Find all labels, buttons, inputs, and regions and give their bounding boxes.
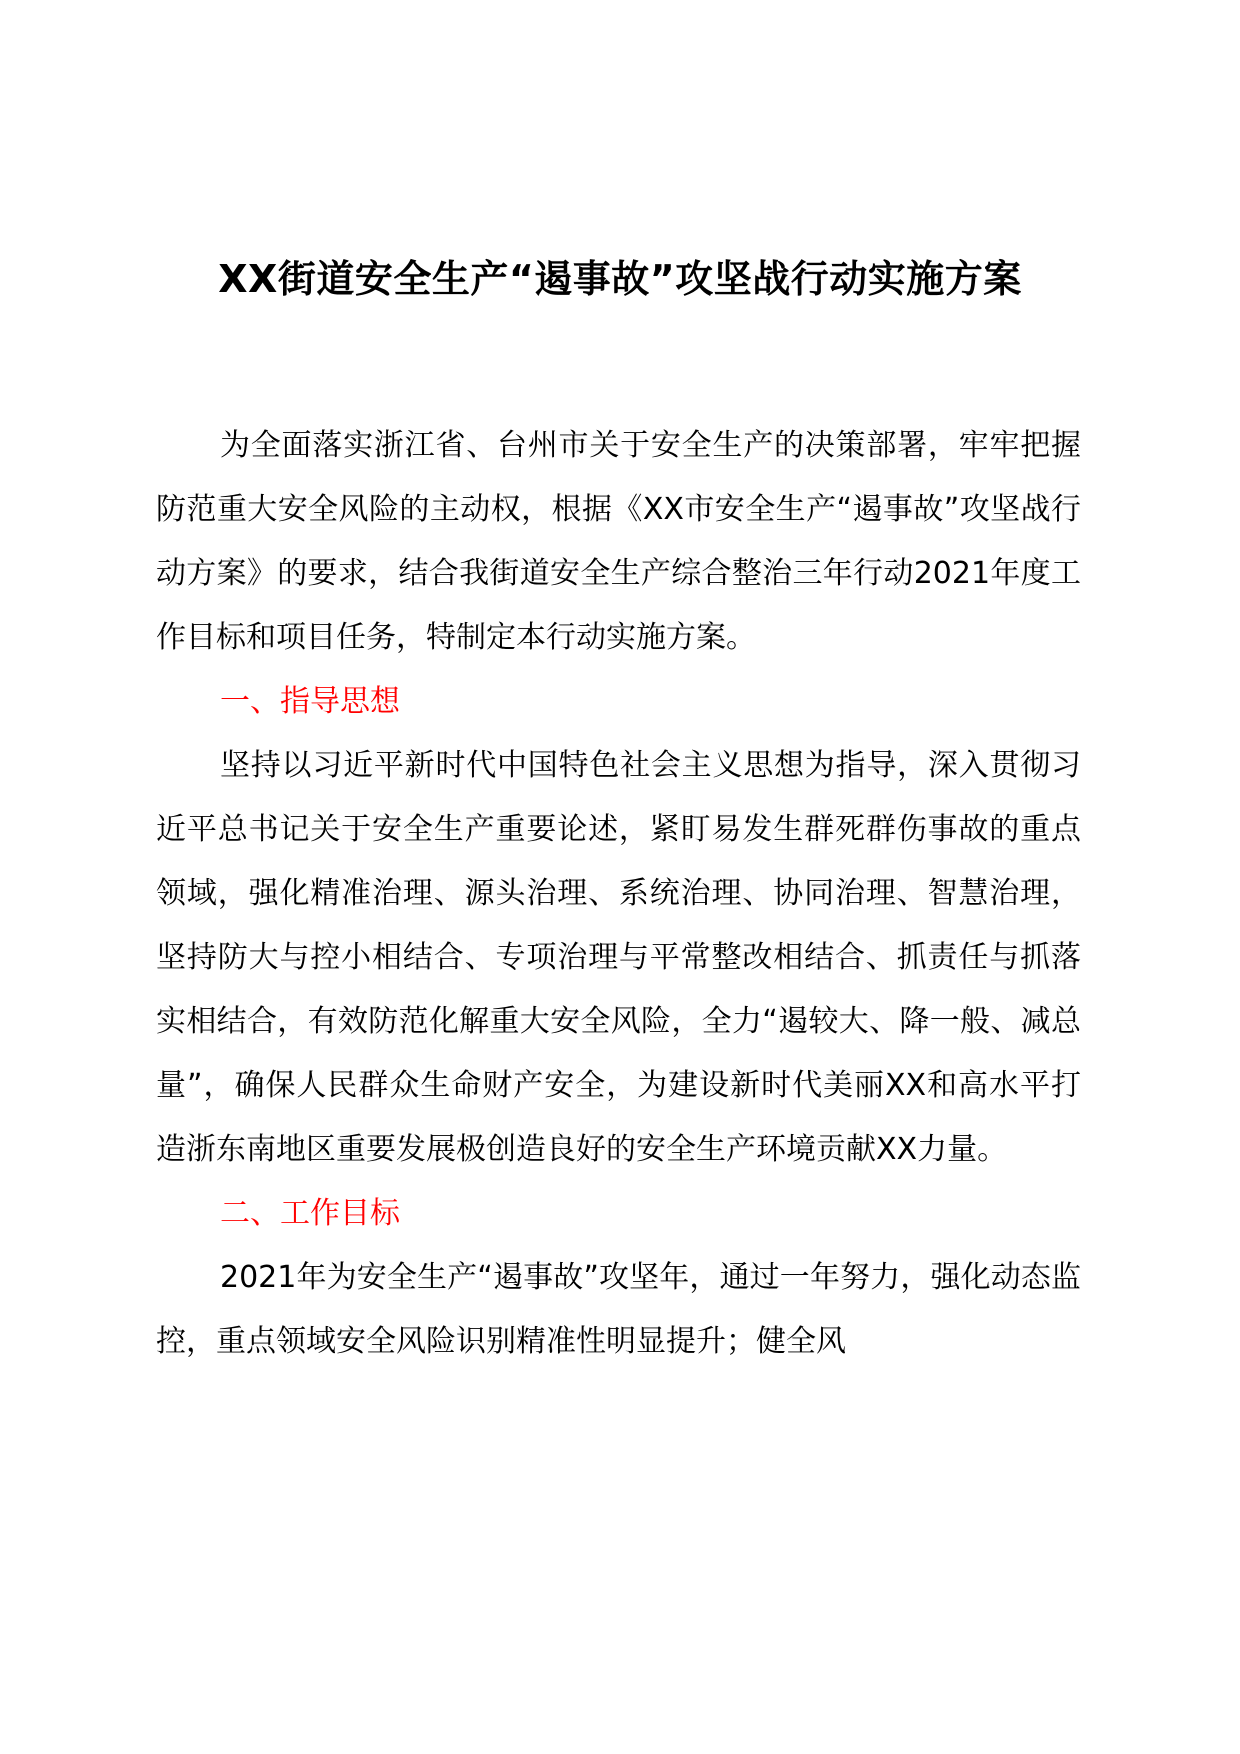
guiding-ideology-paragraph: 坚持以习近平新时代中国特色社会主义思想为指导，深入贯彻习近平总书记关于安全生产重要论述，紧盯易发生群死群伤事故的重点领域，强化精准治理、源头治理、系统治理、协同治理、智慧治理，坚持防大与控小相结合、专项治理与平常整改相结合、抓责任与抓落实相结合，有效防范化解重大安全风险，全力“遏较大、降一般、减总量”，确保人民群众生命财产安全，为建设新时代美丽XX和高水平打造浙东南地区重要发展极创造良好的安全生产环境贡献XX力量。 xyxy=(156,748,1081,1167)
section-heading-guiding-ideology: 一、指导思想 xyxy=(220,684,400,719)
intro-paragraph: 为全面落实浙江省、台州市关于安全生产的决策部署，牢牢把握防范重大安全风险的主动权，根据《XX市安全生产“遏事故”攻坚战行动方案》的要求，结合我街道安全生产综合整治三年行动2021年度工作目标和项目任务，特制定本行动实施方案。 xyxy=(156,428,1081,655)
document-title: XX街道安全生产“遏事故”攻坚战行动实施方案 xyxy=(218,257,1022,301)
document-body xyxy=(156,414,1081,1374)
section-heading-work-goals: 二、工作目标 xyxy=(220,1196,400,1231)
work-goals-paragraph: 2021年为安全生产“遏事故”攻坚年，通过一年努力，强化动态监控，重点领域安全风险识别精准性明显提升；健全风 xyxy=(156,1260,1081,1359)
